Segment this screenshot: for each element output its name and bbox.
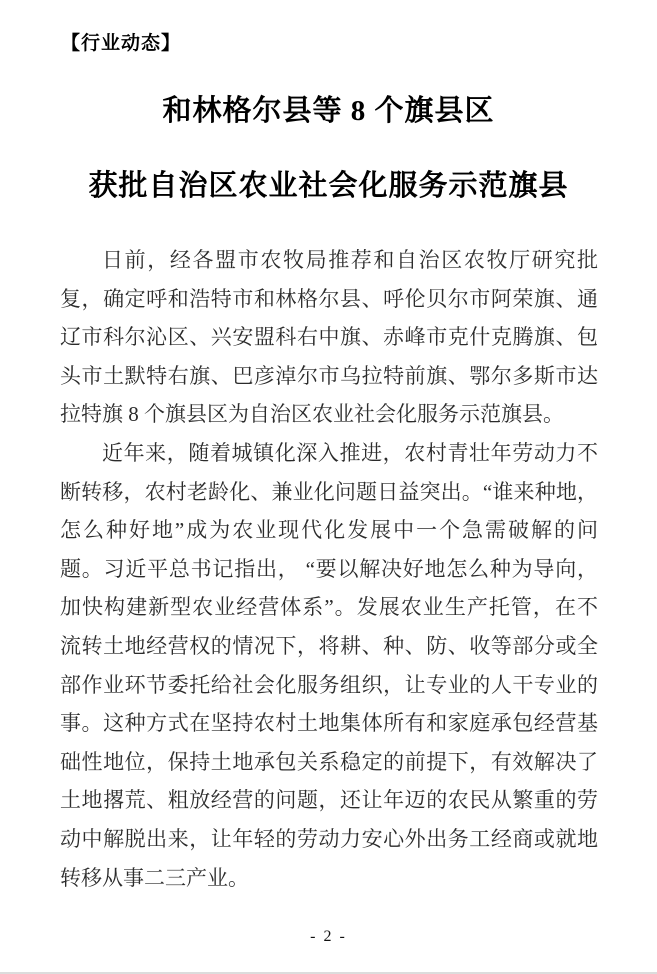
article-title-line-2: 获批自治区农业社会化服务示范旗县 — [88, 170, 569, 202]
text-line: 题。习近平总书记指出， “要以解决好地怎么种为导向， — [60, 556, 598, 581]
text-line: 事。这种方式在坚持农村土地集体所有和家庭承包经营基 — [60, 711, 598, 736]
text-line: 日前，经各盟市农牧局推荐和自治区农牧厅研究批 — [102, 248, 598, 272]
text-line: 加快构建新型农业经营体系”。发展农业生产托管，在不 — [60, 595, 598, 620]
section-label: 【行业动态】 — [61, 33, 182, 54]
text-line: 断转移，农村老龄化、兼业化问题日益突出。“谁来种地， — [60, 479, 598, 504]
article-body — [60, 241, 598, 897]
text-line: 流转土地经营权的情况下，将耕、种、防、收等部分或全 — [60, 633, 598, 658]
text-line: 怎么种好地”成为农业现代化发展中一个急需破解的问 — [60, 518, 598, 543]
text-line: 拉特旗 8 个旗县区为自治区农业社会化服务示范旗县。 — [60, 402, 564, 427]
page-number: - 2 - — [310, 928, 347, 945]
text-line: 动中解脱出来，让年轻的劳动力安心外出务工经商或就地 — [60, 826, 598, 851]
text-line: 土地撂荒、粗放经营的问题，还让年迈的农民从繁重的劳 — [60, 788, 598, 813]
text-line: 转移从事二三产业。 — [60, 865, 249, 890]
text-line: 复，确定呼和浩特市和林格尔县、呼伦贝尔市阿荣旗、通 — [60, 286, 598, 311]
article-title-line-1: 和林格尔县等 8 个旗县区 — [162, 95, 495, 127]
text-line: 头市土默特右旗、巴彦淖尔市乌拉特前旗、鄂尔多斯市达 — [60, 363, 598, 388]
text-line: 础性地位，保持土地承包关系稳定的前提下，有效解决了 — [60, 749, 598, 774]
text-line: 部作业环节委托给社会化服务组织，让专业的人干专业的 — [60, 672, 598, 697]
text-line: 近年来，随着城镇化深入推进，农村青壮年劳动力不 — [102, 440, 598, 465]
text-line: 辽市科尔沁区、兴安盟科右中旗、赤峰市克什克腾旗、包 — [60, 325, 598, 350]
